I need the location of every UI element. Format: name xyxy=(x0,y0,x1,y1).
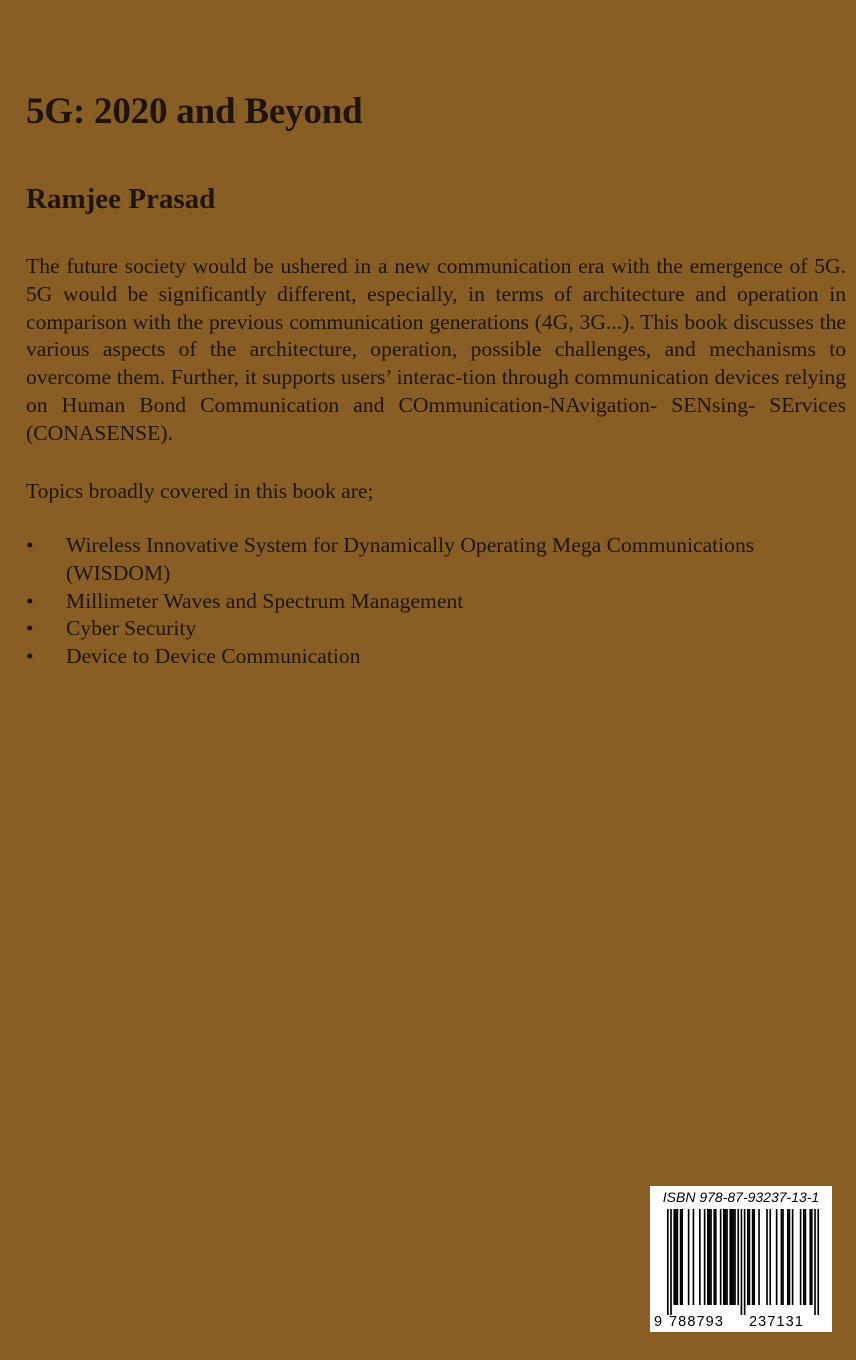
book-title: 5G: 2020 and Beyond xyxy=(26,91,363,132)
list-item xyxy=(26,588,846,616)
barcode-bar xyxy=(715,1209,717,1305)
barcode-bar xyxy=(789,1209,791,1305)
barcode-bar xyxy=(713,1209,715,1305)
barcode-bar xyxy=(677,1209,679,1305)
barcode-bar xyxy=(792,1209,794,1305)
topic-label: Millimeter Waves and Spectrum Management xyxy=(66,588,464,613)
barcode-guard-bar xyxy=(817,1209,819,1315)
barcode-digits-left: 788793 xyxy=(669,1314,724,1330)
list-item xyxy=(26,643,846,671)
barcode-bar xyxy=(766,1209,768,1305)
barcode-bar xyxy=(675,1209,677,1305)
barcode-guard-bar xyxy=(814,1209,816,1315)
barcode-bar xyxy=(725,1209,727,1305)
barcode-bar xyxy=(726,1209,728,1305)
topics-intro: Topics broadly covered in this book are; xyxy=(26,479,374,503)
barcode-bar xyxy=(710,1209,712,1305)
barcode-bar xyxy=(733,1209,735,1305)
topic-label: Wireless Innovative System for Dynamically Operating Mega Communications (WISDOM) xyxy=(66,533,755,585)
topic-label: Device to Device Communication xyxy=(66,644,361,669)
bullet-icon: • xyxy=(26,616,34,641)
barcode-bar xyxy=(753,1209,755,1305)
barcode-digits-right: 237131 xyxy=(749,1314,804,1330)
isbn-barcode xyxy=(650,1186,832,1332)
barcode-guard-bar xyxy=(744,1209,746,1315)
barcode-bar xyxy=(680,1209,682,1305)
barcode-bar xyxy=(704,1209,706,1305)
topics-list xyxy=(26,532,846,671)
bullet-icon: • xyxy=(26,644,34,669)
barcode-bar xyxy=(709,1209,711,1305)
barcode-bar xyxy=(809,1209,811,1305)
list-item xyxy=(26,532,846,588)
barcode-bar xyxy=(803,1209,805,1305)
barcode-bar xyxy=(758,1209,760,1305)
barcode-bar xyxy=(752,1209,754,1305)
barcode-bar xyxy=(707,1209,709,1305)
barcode-bar xyxy=(673,1209,675,1305)
barcode-bar xyxy=(782,1209,784,1305)
barcode-bars-icon xyxy=(656,1209,828,1315)
barcode-bar xyxy=(749,1209,751,1305)
barcode-bar xyxy=(737,1209,739,1305)
barcode-bar xyxy=(805,1209,807,1305)
barcode-digit-lead: 9 xyxy=(654,1314,663,1330)
barcode-bar xyxy=(787,1209,789,1305)
barcode-bar xyxy=(720,1209,722,1305)
barcode-bar xyxy=(693,1209,695,1305)
book-description: The future society would be ushered in a new communication era with the emergence of 5G. 5G would be significantly different, especially, in terms of architecture and operation in comparison with the previous communication generations (4G, 3G...). This book discusses the various aspects of the architecture, operation, possible challenges, and mechanisms to overcome them. Further, it supports users’ interac-tion through communication devices relying on Human Bond Communication and COmmunication-NAvigation- SENsing- SErvices (CONASENSE). xyxy=(26,254,846,445)
bullet-icon: • xyxy=(26,533,34,557)
list-item xyxy=(26,615,846,643)
barcode-bar xyxy=(729,1209,731,1305)
barcode-bar xyxy=(734,1209,736,1305)
barcode-bar xyxy=(747,1209,749,1305)
barcode-guard-bar xyxy=(670,1209,672,1315)
barcode-bar xyxy=(800,1209,802,1305)
barcode-bar xyxy=(723,1209,725,1305)
topic-label: Cyber Security xyxy=(66,616,197,641)
barcode-bar xyxy=(681,1209,683,1305)
isbn-label: ISBN 978-87-93237-13-1 xyxy=(662,1189,820,1205)
barcode-bar xyxy=(769,1209,771,1305)
barcode-bar xyxy=(776,1209,778,1305)
barcode-bar xyxy=(811,1209,813,1305)
bullet-icon: • xyxy=(26,588,34,613)
barcode-guard-bar xyxy=(741,1209,743,1315)
barcode-bar xyxy=(781,1209,783,1305)
barcode-bar xyxy=(699,1209,701,1305)
book-author: Ramjee Prasad xyxy=(26,183,216,215)
barcode-guard-bar xyxy=(667,1209,669,1315)
barcode-bar xyxy=(688,1209,690,1305)
barcode-bar xyxy=(731,1209,733,1305)
